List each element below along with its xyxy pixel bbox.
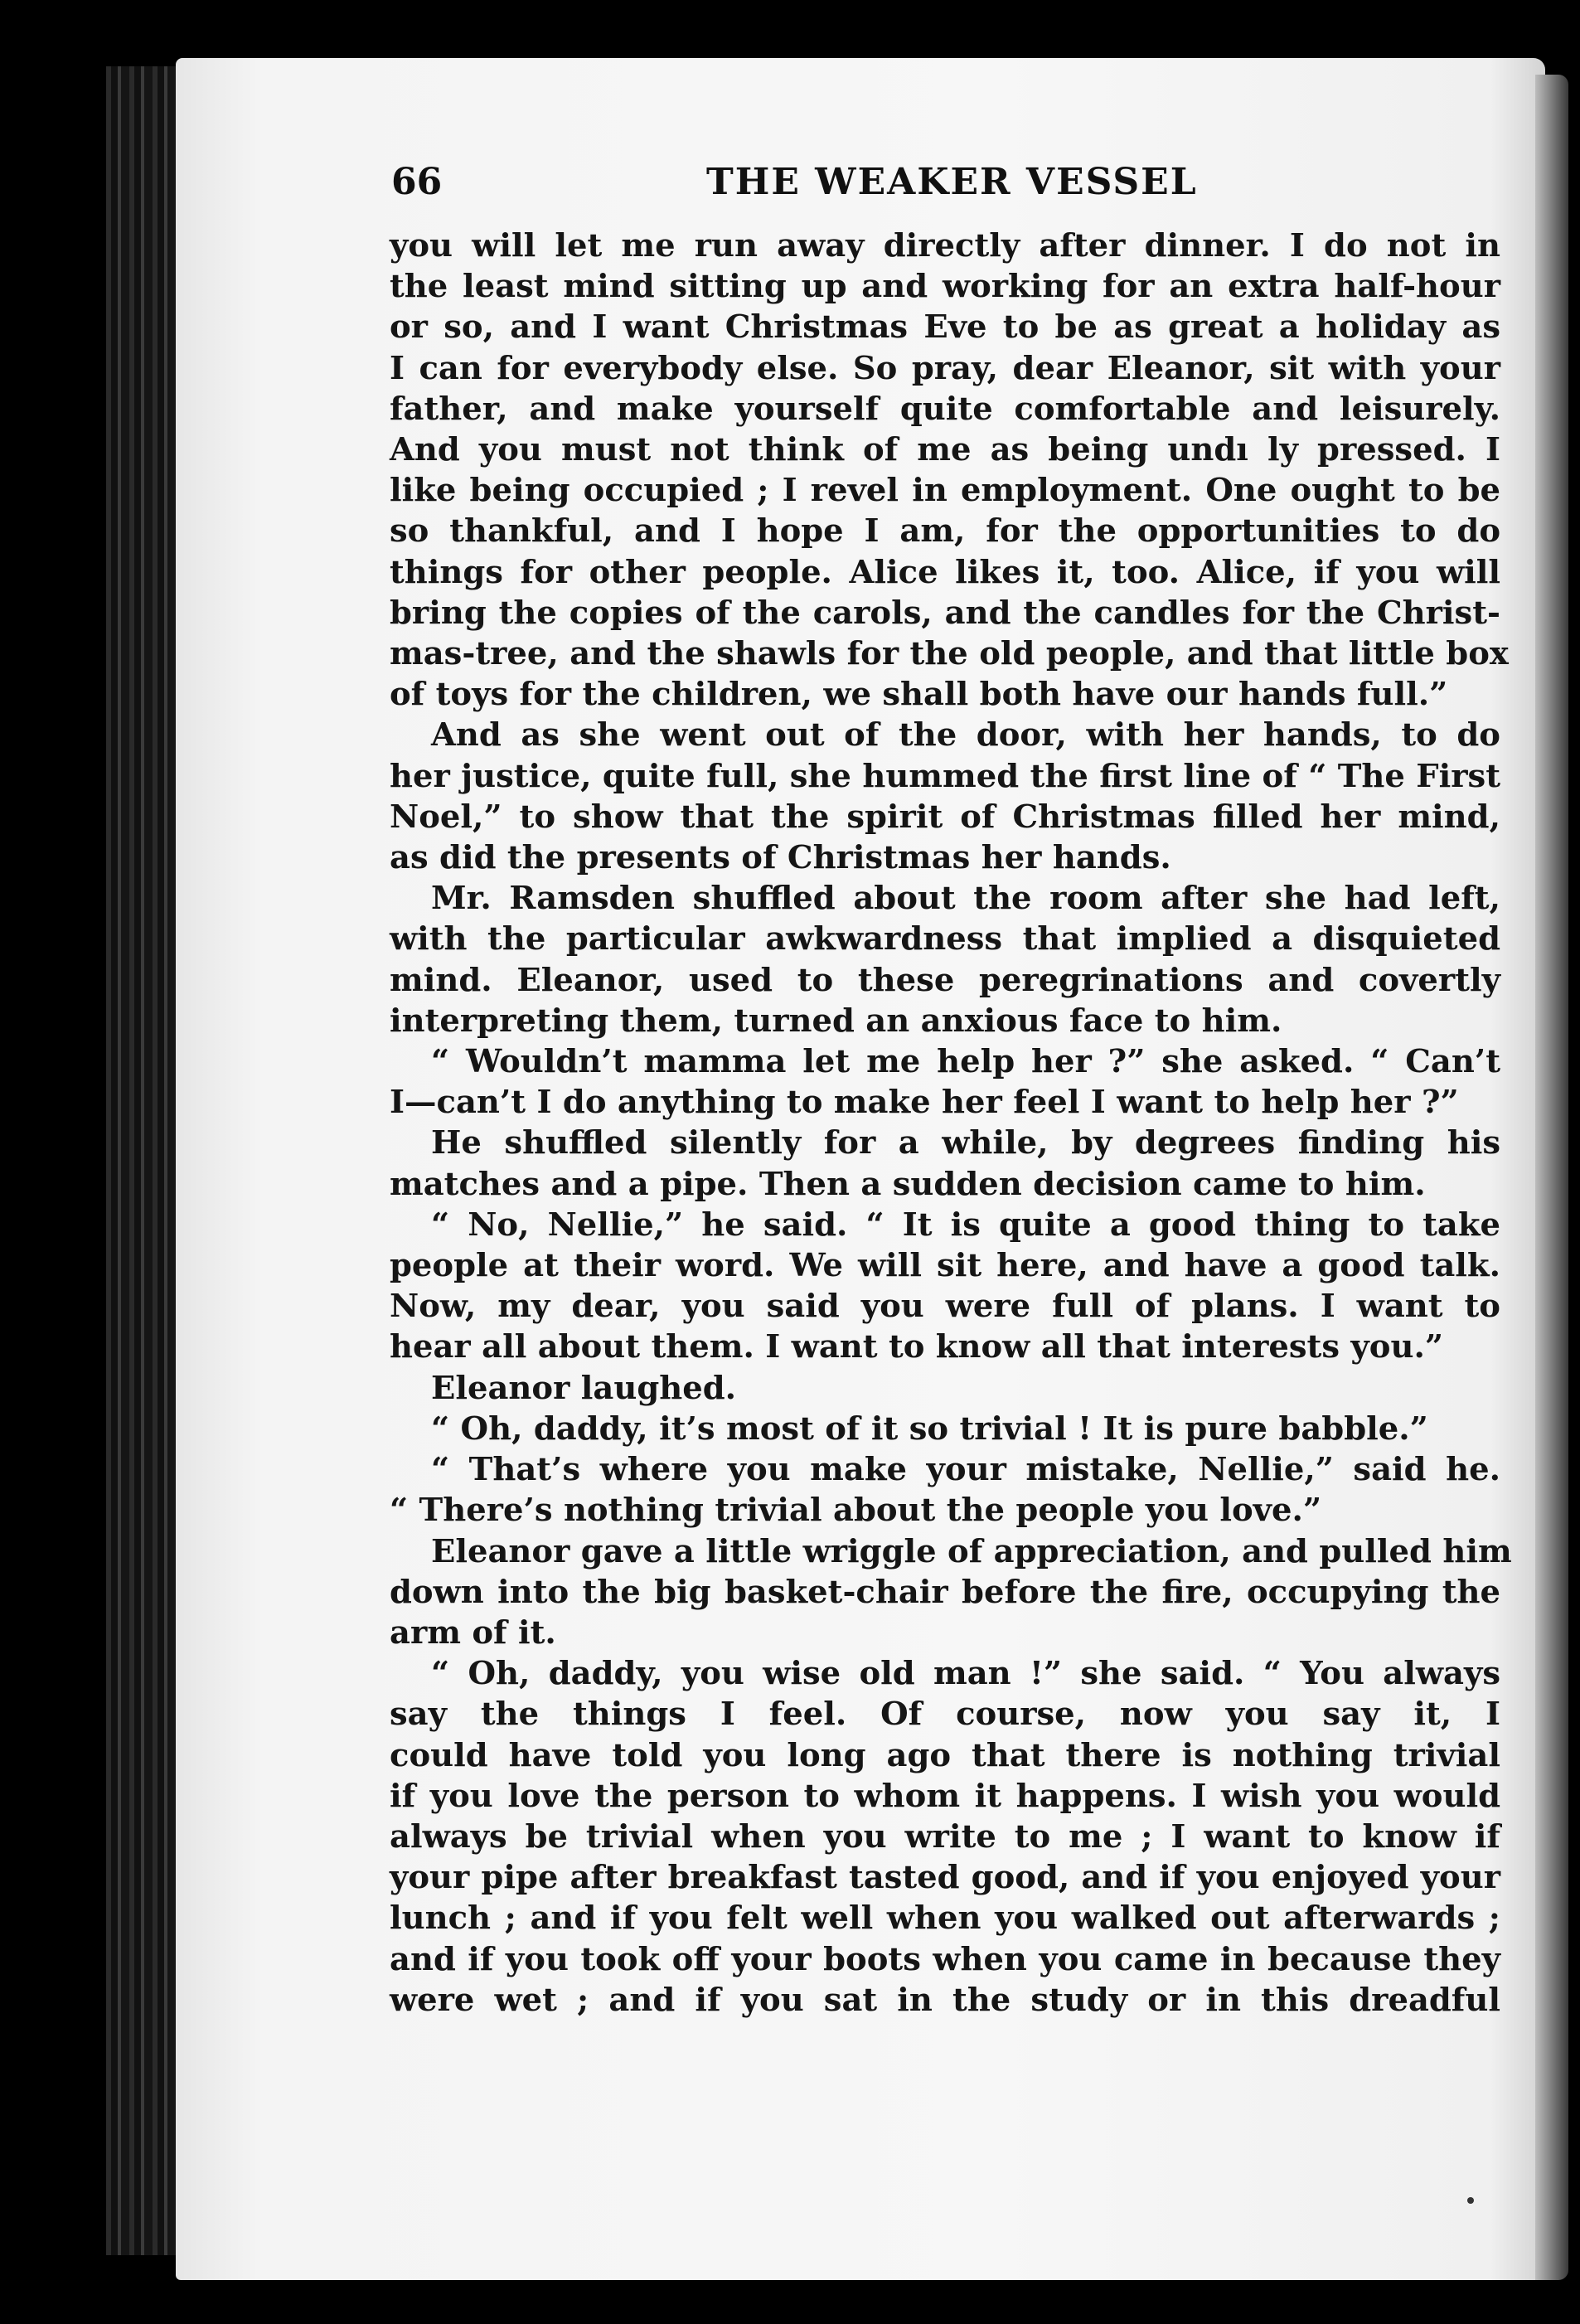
text-line: “ Oh, daddy, it’s most of it so trivial ! It is pure babble.” xyxy=(431,1409,1428,1448)
text-line: say the things I feel. Of course, now you say it, I xyxy=(390,1696,1500,1734)
text-line: and if you took off your boots when you came in because they xyxy=(390,1940,1500,1978)
text-line: “ Wouldn’t mamma let me help her ?” she asked. “ Can’t xyxy=(431,1043,1500,1081)
text-line: Eleanor laughed. xyxy=(431,1369,737,1407)
text-line: her justice, quite full, she hummed the first line of “ The First xyxy=(390,757,1500,795)
text-line: mind. Eleanor, used to these peregrinations and covertly xyxy=(390,961,1500,999)
text-line: the least mind sitting up and working for an extra half-hour xyxy=(390,268,1500,306)
text-line: as did the presents of Christmas her hands. xyxy=(390,839,1171,877)
book-binding xyxy=(106,66,182,2255)
text-line: “ Oh, daddy, you wise old man !” she said. “ You always xyxy=(431,1655,1500,1693)
page-fore-edge xyxy=(1535,75,1568,2280)
text-line: Mr. Ramsden shuffled about the room after she had left, xyxy=(431,880,1500,918)
text-line: like being occupied ; I revel in employment. One ought to be xyxy=(390,472,1500,510)
text-line: were wet ; and if you sat in the study or in this dreadful xyxy=(390,1981,1500,2019)
page-blemish xyxy=(1467,2197,1474,2204)
text-line: lunch ; and if you felt well when you walked out afterwards ; xyxy=(390,1899,1500,1938)
body-text xyxy=(390,226,1512,2021)
text-line: down into the big basket-chair before the fire, occupying the xyxy=(390,1573,1500,1611)
text-line: He shuffled silently for a while, by degrees finding his xyxy=(431,1124,1500,1162)
text-line: things for other people. Alice likes it, too. Alice, if you will xyxy=(390,553,1500,591)
running-title: THE WEAKER VESSEL xyxy=(706,161,1198,203)
text-line: with the particular awkwardness that implied a disquieted xyxy=(390,920,1500,958)
text-line: And as she went out of the door, with her hands, to do xyxy=(431,716,1500,754)
text-line: “ No, Nellie,” he said. “ It is quite a good thing to take xyxy=(431,1206,1500,1244)
text-line: “ There’s nothing trivial about the people you love.” xyxy=(390,1492,1322,1530)
text-line: And you must not think of me as being undı ly pressed. I xyxy=(390,431,1500,469)
text-line: interpreting them, turned an anxious face to him. xyxy=(390,1002,1282,1040)
text-line: Now, my dear, you said you were full of plans. I want to xyxy=(390,1288,1500,1326)
text-line: “ That’s where you make your mistake, Nellie,” said he. xyxy=(431,1451,1500,1489)
text-line: of toys for the children, we shall both have our hands full.” xyxy=(390,676,1448,714)
running-header xyxy=(391,156,1494,214)
text-line: bring the copies of the carols, and the candles for the Christ- xyxy=(390,594,1500,632)
text-line: could have told you long ago that there is nothing trivial xyxy=(390,1736,1500,1774)
text-line: arm of it. xyxy=(390,1613,556,1652)
text-line: I—can’t I do anything to make her feel I want to help her ?” xyxy=(390,1084,1459,1122)
text-line: so thankful, and I hope I am, for the opportunities to do xyxy=(390,512,1500,551)
page-number: 66 xyxy=(391,161,443,203)
text-line: father, and make yourself quite comfortable and leisurely. xyxy=(390,390,1500,428)
text-line: you will let me run away directly after dinner. I do not in xyxy=(390,227,1500,264)
text-line: mas-tree, and the shawls for the old people, and that little box xyxy=(390,635,1509,673)
text-line: Noel,” to show that the spirit of Christmas filled her mind, xyxy=(390,798,1500,836)
text-line: hear all about them. I want to know all that interests you.” xyxy=(390,1328,1444,1366)
text-line: matches and a pipe. Then a sudden decision came to him. xyxy=(390,1165,1426,1203)
text-line: your pipe after breakfast tasted good, and if you enjoyed your xyxy=(390,1859,1500,1897)
text-line: if you love the person to whom it happens. I wish you would xyxy=(390,1777,1500,1815)
text-line: I can for everybody else. So pray, dear Eleanor, sit with your xyxy=(390,349,1500,387)
text-line: people at their word. We will sit here, and have a good talk. xyxy=(390,1247,1500,1285)
text-line: Eleanor gave a little wriggle of appreciation, and pulled him xyxy=(431,1532,1512,1570)
text-line: or so, and I want Christmas Eve to be as great a holiday as xyxy=(390,308,1500,347)
text-line: always be trivial when you write to me ; I want to know if xyxy=(390,1817,1500,1856)
